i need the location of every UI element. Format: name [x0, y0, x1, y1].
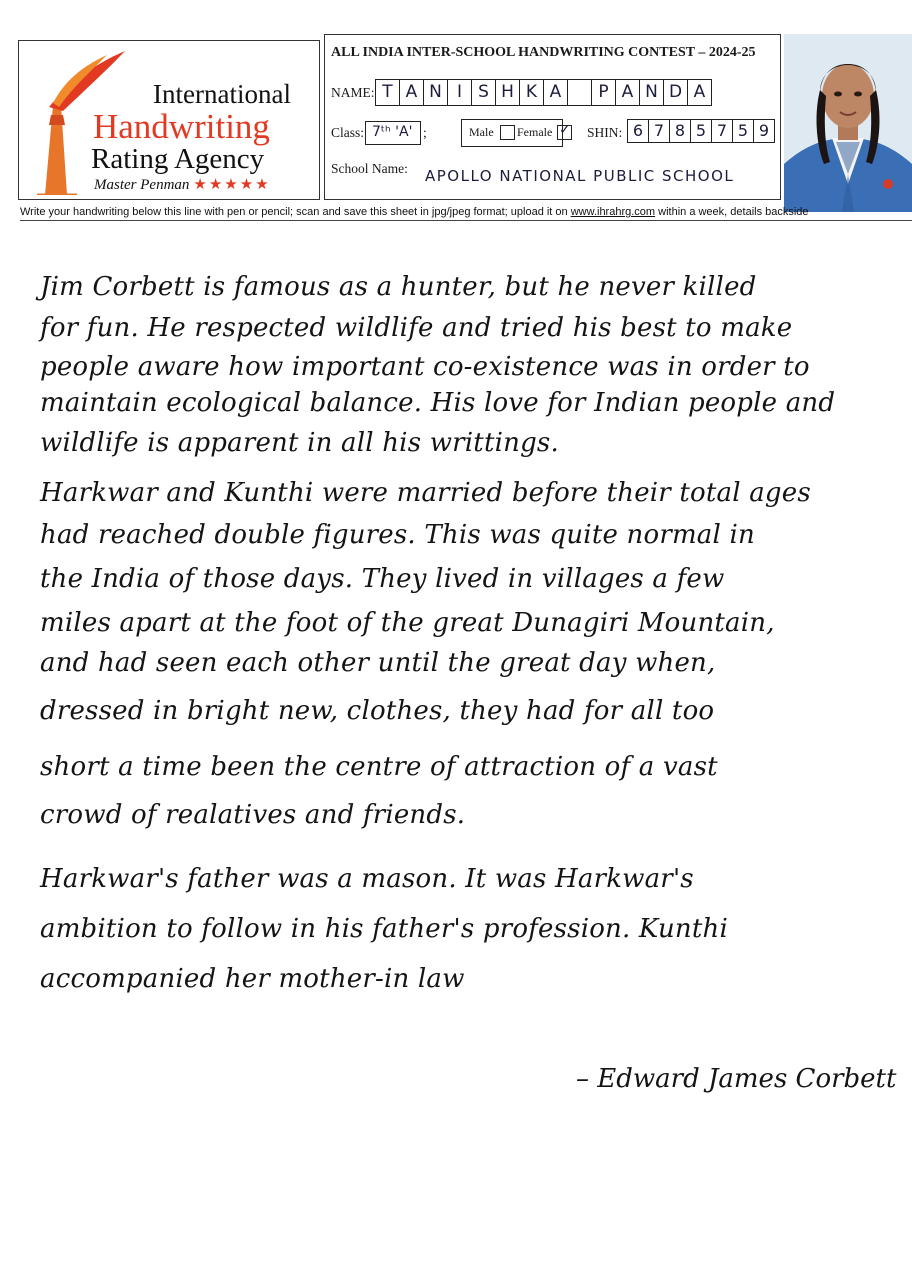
school-name-value[interactable]: APOLLO NATIONAL PUBLIC SCHOOL [425, 167, 735, 185]
letter-box[interactable]: 7 [649, 119, 670, 143]
letter-box[interactable]: A [544, 79, 568, 106]
logo-tagline-text: Master Penman [94, 177, 190, 193]
letter-box[interactable]: K [520, 79, 544, 106]
letter-box[interactable]: A [616, 79, 640, 106]
letter-box[interactable]: N [424, 79, 448, 106]
entry-form-header [18, 34, 912, 206]
letter-box[interactable]: N [640, 79, 664, 106]
letter-box[interactable]: 6 [627, 119, 649, 143]
shin-digit-boxes[interactable] [627, 119, 775, 143]
class-separator: ; [423, 125, 427, 140]
handwriting-line: the India of those days. They lived in villages a few [40, 564, 725, 594]
agency-logo [18, 40, 320, 200]
upload-instructions [20, 206, 912, 221]
handwriting-line: ambition to follow in his father's profession. Kunthi [40, 914, 728, 944]
school-name-label: School Name: [331, 161, 408, 176]
class-value: 7ᵗʰ 'A' [372, 124, 413, 140]
logo-text-international: International [153, 79, 291, 109]
female-checkbox[interactable] [557, 125, 572, 140]
contest-title: ALL INDIA INTER-SCHOOL HANDWRITING CONTEST – 2024-25 [331, 45, 756, 60]
handwriting-line: Harkwar and Kunthi were married before their total ages [40, 478, 811, 508]
handwriting-line: and had seen each other until the great day when, [40, 648, 716, 678]
participant-photo [784, 34, 912, 212]
letter-box[interactable]: 7 [712, 119, 733, 143]
letter-box[interactable]: 5 [733, 119, 754, 143]
handwriting-line: miles apart at the foot of the great Dunagiri Mountain, [40, 608, 775, 638]
letter-box[interactable]: S [472, 79, 496, 106]
logo-tagline [94, 175, 271, 194]
letter-box[interactable] [568, 79, 592, 106]
name-letter-boxes[interactable] [375, 79, 712, 106]
shin-label: SHIN: [587, 125, 623, 140]
participant-details-form [324, 34, 781, 200]
handwriting-line: maintain ecological balance. His love for Indian people and [40, 388, 836, 418]
handwriting-line: had reached double figures. This was quite normal in [40, 520, 755, 550]
letter-box[interactable]: A [688, 79, 712, 106]
class-field[interactable] [365, 121, 421, 145]
name-label: NAME: [331, 85, 375, 100]
letter-box[interactable]: P [592, 79, 616, 106]
handwriting-line: for fun. He respected wildlife and tried his best to make [40, 313, 793, 343]
letter-box[interactable]: I [448, 79, 472, 106]
logo-text-rating-agency: Rating Agency [91, 143, 265, 175]
letter-box[interactable]: D [664, 79, 688, 106]
class-label: Class: [331, 125, 365, 140]
female-label: Female [517, 125, 553, 139]
letter-box[interactable]: H [496, 79, 520, 106]
upload-url-link[interactable]: www.ihrahrg.com [570, 206, 656, 218]
handwriting-line: Harkwar's father was a mason. It was Harkwar's [40, 864, 694, 894]
letter-box[interactable]: A [400, 79, 424, 106]
handwriting-line: crowd of realatives and friends. [40, 800, 466, 830]
instruction-text-end: within a week, details backside [655, 206, 809, 218]
handwriting-line: dressed in bright new, clothes, they had for all too [40, 696, 715, 726]
handwriting-line: short a time been the centre of attraction of a vast [40, 752, 718, 782]
handwriting-line: accompanied her mother-in law [40, 964, 465, 994]
letter-box[interactable]: 9 [754, 119, 775, 143]
participant-photo-image [784, 34, 912, 212]
letter-box[interactable]: T [375, 79, 400, 106]
logo-text-handwriting: Handwriting [93, 107, 270, 146]
check-mark-icon: ✓ [559, 123, 571, 138]
letter-box[interactable]: 8 [670, 119, 691, 143]
author-signature: – Edward James Corbett [576, 1064, 897, 1094]
handwriting-line: Jim Corbett is famous as a hunter, but he never killed [40, 272, 757, 302]
handwriting-line: wildlife is apparent in all his writtings. [40, 428, 559, 458]
male-checkbox[interactable] [500, 125, 515, 140]
star-rating-icons: ★★★★★ [193, 177, 271, 193]
handwriting-line: people aware how important co-existence was in order to [40, 352, 810, 382]
instruction-text: Write your handwriting below this line with pen or pencil; scan and save this sheet in jpg/jpeg format; upload it on [20, 206, 571, 218]
letter-box[interactable]: 5 [691, 119, 712, 143]
male-label: Male [469, 125, 494, 139]
